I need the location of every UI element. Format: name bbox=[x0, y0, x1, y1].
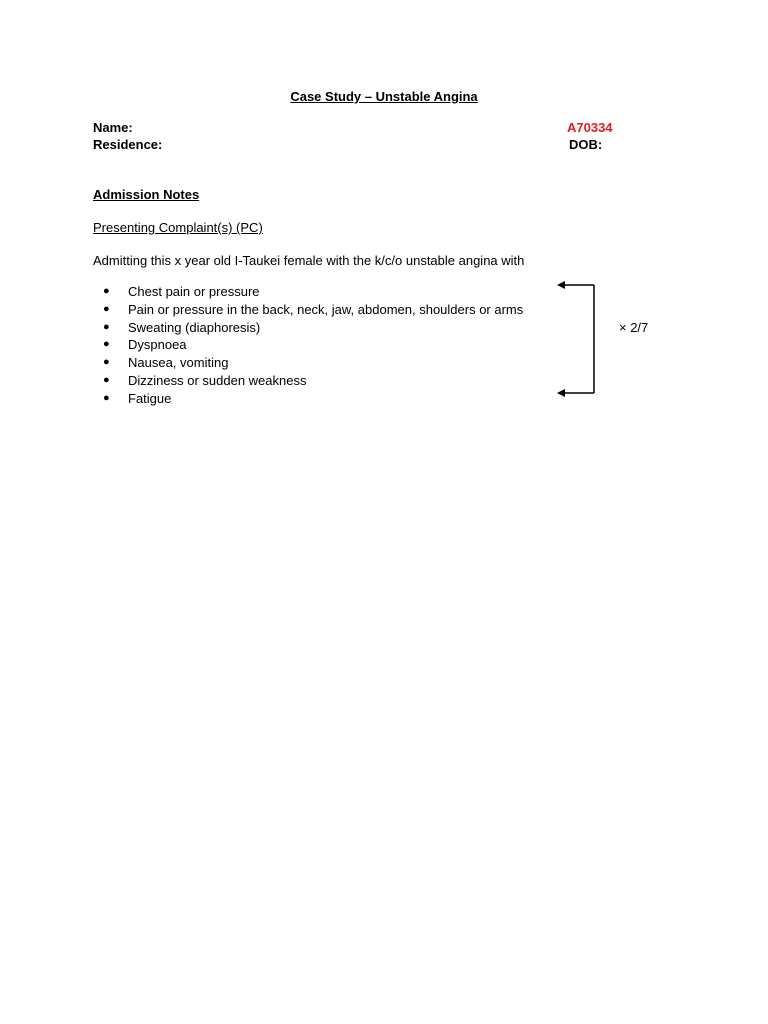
bullet-icon: ● bbox=[103, 338, 110, 351]
bullet-icon: ● bbox=[103, 391, 110, 404]
document-title: Case Study – Unstable Angina bbox=[290, 89, 478, 104]
symptom-text: Pain or pressure in the back, neck, jaw, abdomen, shoulders or arms bbox=[128, 301, 524, 317]
dob-label: DOB: bbox=[569, 137, 603, 152]
symptom-text: Dyspnoea bbox=[128, 337, 187, 353]
bullet-icon: ● bbox=[103, 320, 110, 333]
symptom-text: Chest pain or pressure bbox=[128, 284, 260, 299]
symptom-text: Dizziness or sudden weakness bbox=[128, 372, 307, 388]
bullet-icon: ● bbox=[103, 285, 110, 297]
patient-id: A70334 bbox=[567, 120, 613, 135]
name-label: Name: bbox=[93, 120, 133, 135]
list-item bbox=[93, 354, 523, 372]
residence-label: Residence: bbox=[93, 137, 163, 152]
bullet-icon: ● bbox=[103, 373, 110, 386]
list-item bbox=[93, 336, 523, 354]
symptom-text: Fatigue bbox=[128, 390, 172, 406]
list-item bbox=[93, 319, 523, 337]
admission-notes-heading: Admission Notes bbox=[93, 187, 200, 202]
symptom-list bbox=[93, 283, 523, 408]
bracket-arrow-icon bbox=[555, 277, 605, 402]
list-item bbox=[93, 301, 523, 319]
intro-text: Admitting this x year old I-Taukei female with the k/c/o unstable angina with bbox=[93, 253, 525, 268]
bullet-icon: ● bbox=[103, 302, 110, 315]
symptom-text: Sweating (diaphoresis) bbox=[128, 319, 261, 335]
bullet-icon: ● bbox=[103, 356, 110, 369]
list-item bbox=[93, 372, 523, 390]
presenting-complaint-heading: Presenting Complaint(s) (PC) bbox=[93, 220, 263, 235]
duration-label: × 2/7 bbox=[619, 320, 649, 335]
list-item bbox=[93, 283, 523, 301]
symptom-text: Nausea, vomiting bbox=[128, 355, 229, 371]
list-item bbox=[93, 390, 523, 408]
